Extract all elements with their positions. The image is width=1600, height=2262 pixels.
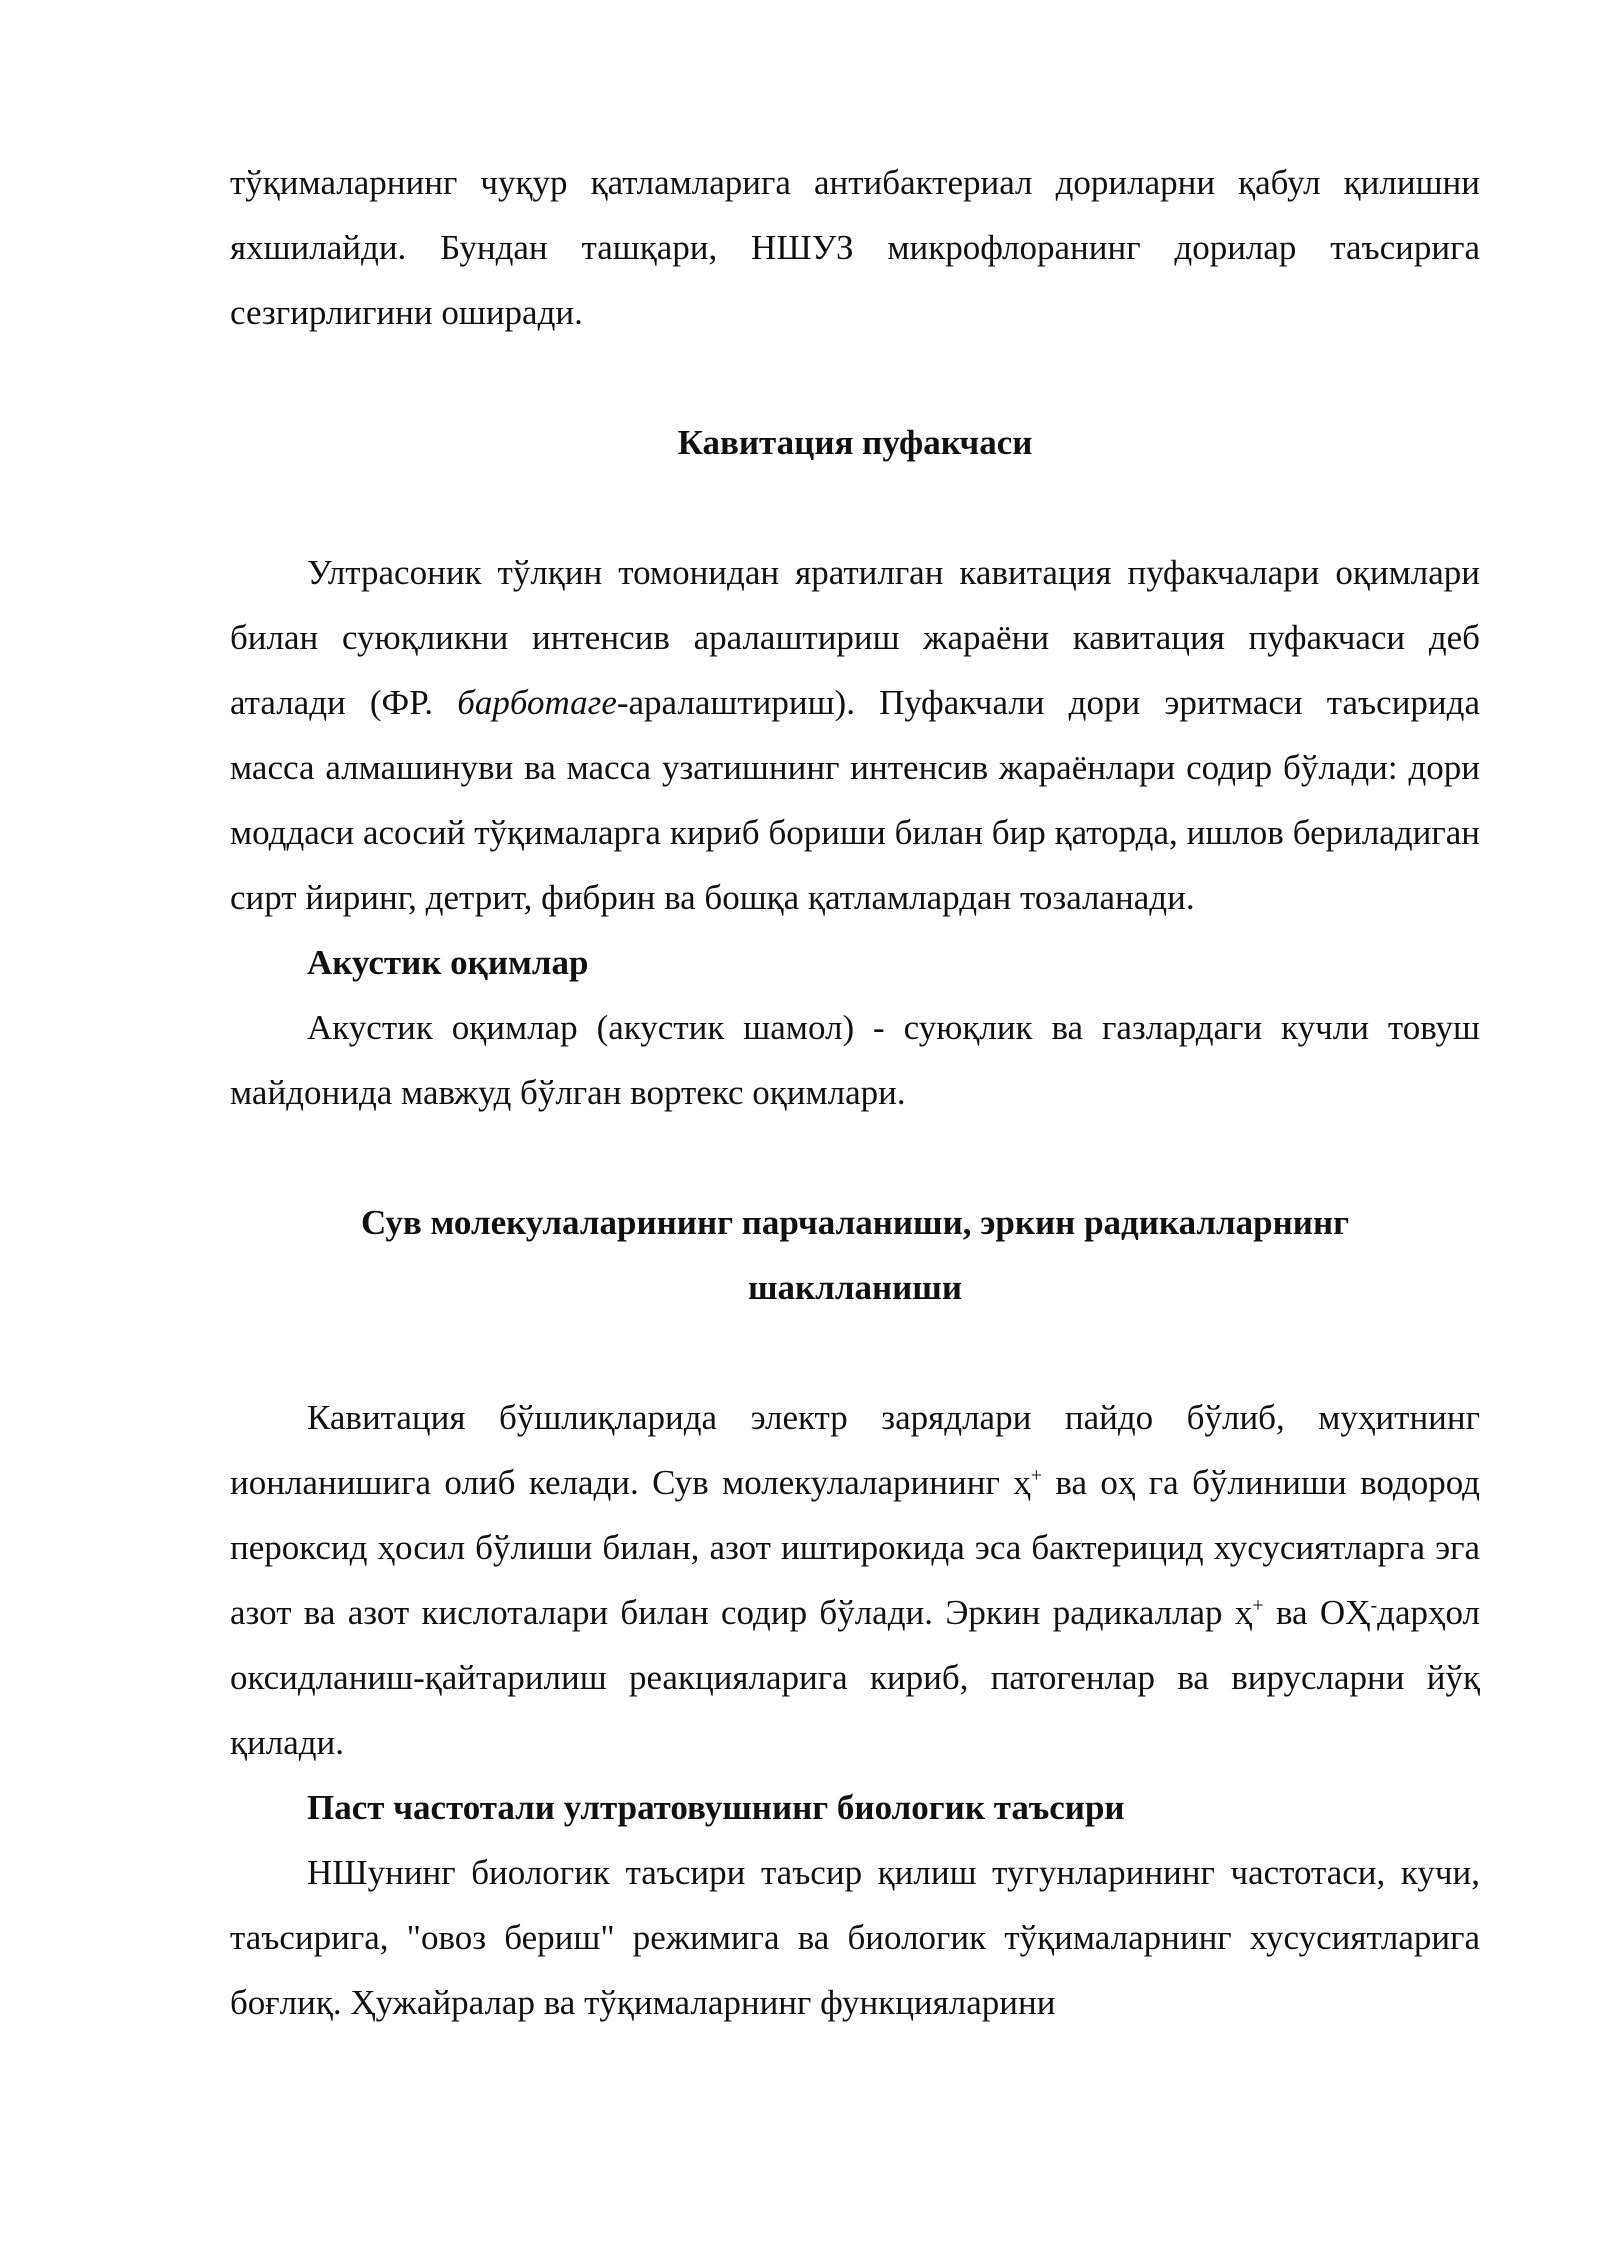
- spacer: [230, 475, 1480, 540]
- paragraph-radicals-text-b: ва оҳ га бўлиниши водород пероксид ҳосил бўлиши билан, азот иштирокида эса бактерицид хусусиятларга эга азот ва азот кислоталари билан содир бўлади. Эркин радикаллар ҳ: [230, 1463, 1480, 1632]
- paragraph-radicals-text-a: Кавитация бўшлиқларида электр зарядлари пайдо бўлиб, муҳитнинг ионланишига олиб келади. Сув молекулаларининг ҳ: [230, 1398, 1480, 1502]
- spacer: [230, 1125, 1480, 1190]
- paragraph-acoustic: Акустик оқимлар (акустик шамол) - суюқлик ва газлардаги кучли товуш майдонида мавжуд бўлган вортекс оқимлари.: [230, 1008, 1480, 1112]
- heading-cavitation-bubble: Кавитация пуфакчаси: [677, 423, 1033, 462]
- paragraph-cavitation-text-a: Ултрасоник тўлқин томонидан яратилган кавитация пуфакчалари оқимлари билан суюқликни интенсив аралаштириш жараёни кавитация пуфакчаси деб аталади (ФР.: [230, 553, 1480, 722]
- paragraph-radicals: [230, 1385, 1480, 1775]
- paragraph-biological: НШунинг биологик таъсири таъсир қилиш тугунларининг частотаси, кучи, таъсирига, "овоз бериш" режимига ва биологик тўқималарнинг хусусиятларига боғлиқ. Ҳужайралар ва тўқималарнинг функцияларини: [230, 1853, 1480, 2022]
- paragraph-radicals-text-d: дарҳол оксидланиш-қайтарилиш реакцияларига кириб, патогенлар ва вирусларни йўқ қилади.: [230, 1593, 1480, 1762]
- heading-water-molecules: Сув молекулаларининг парчаланиши, эркин радикалларнинг шаклланиши: [360, 1203, 1350, 1307]
- paragraph-cavitation-italic-term: барботаге: [457, 683, 617, 722]
- paragraph-intro: тўқималарнинг чуқур қатламларига антибактериал дориларни қабул қилишни яхшилайди. Бундан ташқари, НШУЗ микрофлоранинг дорилар таъсирига сезгирлигини оширади.: [230, 163, 1480, 332]
- spacer: [230, 345, 1480, 410]
- spacer: [230, 1320, 1480, 1385]
- paragraph-cavitation-text-b: -аралаштириш). Пуфакчали дори эритмаси таъсирида масса алмашинуви ва масса узатишнинг интенсив жараёнлари содир бўлади: дори моддаси асосий тўқималарга кириб бориши билан бир қаторда, ишлов бериладиган сирт йиринг, детрит, фибрин ва бошқа қатламлардан тозаланади.: [230, 683, 1480, 917]
- superscript-plus: +: [1252, 1594, 1264, 1617]
- document-page: [230, 150, 1480, 2035]
- superscript-plus: +: [1030, 1464, 1042, 1487]
- superscript-minus: -: [1370, 1594, 1378, 1617]
- paragraph-cavitation: [230, 540, 1480, 930]
- paragraph-radicals-text-c: ва ОҲ: [1263, 1593, 1371, 1632]
- heading-biological-effect: Паст частотали ултратовушнинг биологик таъсири: [307, 1788, 1125, 1827]
- heading-acoustic-flows: Акустик оқимлар: [307, 943, 589, 982]
